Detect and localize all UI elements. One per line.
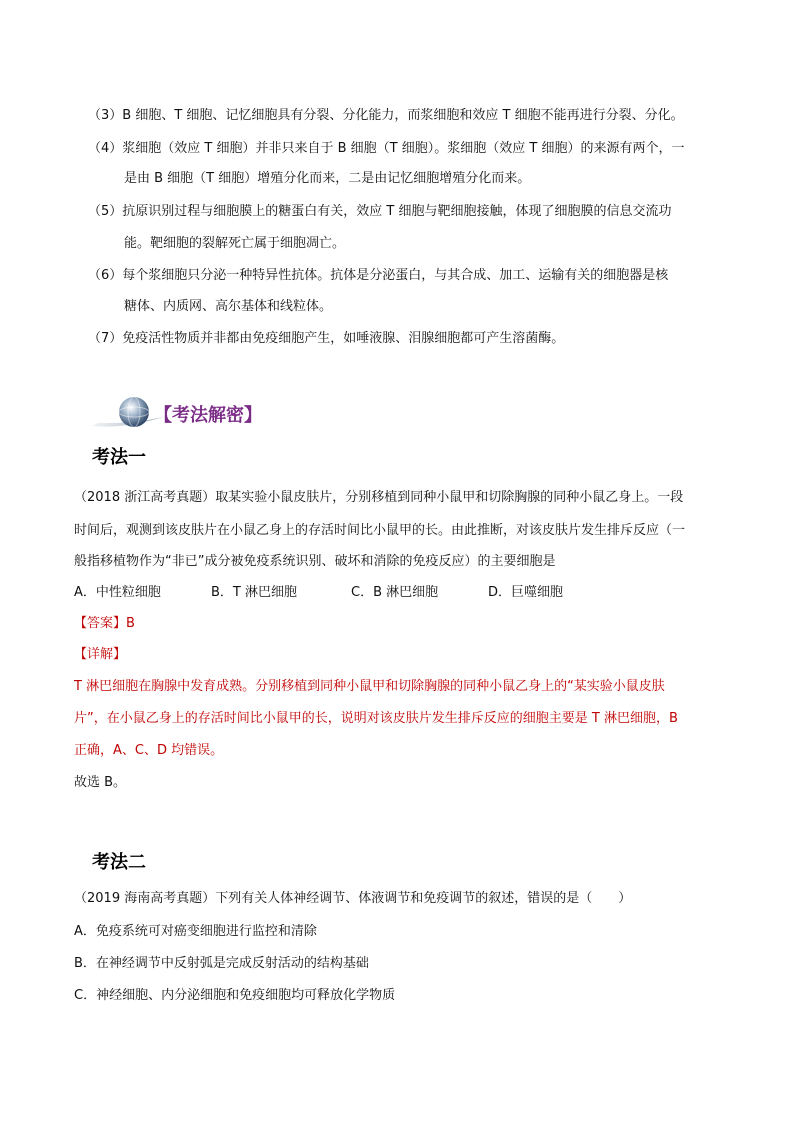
question-two-option-b: B．在神经调节中反射弧是完成反射活动的结构基础	[74, 956, 369, 971]
note-7: （7）免疫活性物质并非都由免疫细胞产生，如唾液腺、泪腺细胞都可产生溶菌酶。	[88, 331, 565, 346]
option-d: D．巨噬细胞	[488, 585, 564, 600]
question-two-option-a: A．免疫系统可对癌变细胞进行监控和清除	[74, 924, 317, 939]
detail-line-1: T 淋巴细胞在胸腺中发育成熟。分别移植到同种小鼠甲和切除胸腺的同种小鼠乙身上的“某实验小鼠皮肤	[74, 679, 665, 694]
question-one-line-3: 般指移植物作为“非已”成分被免疫系统识别、破坏和消除的免疫反应）的主要细胞是	[74, 554, 556, 569]
question-two-option-c: C．神经细胞、内分泌细胞和免疫细胞均可释放化学物质	[74, 988, 396, 1003]
detail-tag: 【详解】	[74, 647, 127, 662]
method-two-title: 考法二	[92, 852, 146, 873]
option-c: C．B 淋巴细胞	[351, 585, 439, 600]
note-4-cont: 是由 B 细胞（T 细胞）增殖分化而来，二是由记忆细胞增殖分化而来。	[124, 171, 531, 186]
answer-line	[74, 612, 135, 631]
option-a: A．中性粒细胞	[74, 585, 161, 600]
answer-value: B	[126, 616, 135, 631]
question-one-options	[74, 581, 563, 600]
note-4: （4）浆细胞（效应 T 细胞）并非只来自于 B 细胞（T 细胞）。浆细胞（效应 T 细胞）的来源有两个，一	[88, 141, 685, 156]
question-one-line-2: 时间后，观测到该皮肤片在小鼠乙身上的存活时间比小鼠甲的长。由此推断，对该皮肤片发生排斥反应（一	[74, 523, 686, 538]
note-6-cont: 糖体、内质网、高尔基体和线粒体。	[124, 299, 333, 314]
answer-tag: 【答案】	[74, 616, 127, 631]
question-one-line-1: （2018 浙江高考真题）取某实验小鼠皮肤片，分别移植到同种小鼠甲和切除胸腺的同种小鼠乙身上。一段	[74, 490, 684, 505]
detail-line-3: 正确，A、C、D 均错误。	[74, 743, 224, 758]
question-two-line: （2019 海南高考真题）下列有关人体神经调节、体液调节和免疫调节的叙述，错误的是（ ）	[74, 891, 632, 906]
note-5-cont: 能。靶细胞的裂解死亡属于细胞凋亡。	[124, 236, 346, 251]
option-b: B．T 淋巴细胞	[211, 585, 297, 600]
note-6: （6）每个浆细胞只分泌一种特异性抗体。抗体是分泌蛋白，与其合成、加工、运输有关的细胞器是核	[88, 268, 669, 283]
globe-icon	[119, 397, 149, 427]
note-3: （3）B 细胞、T 细胞、记忆细胞具有分裂、分化能力，而浆细胞和效应 T 细胞不能再进行分裂、分化。	[88, 108, 684, 123]
method-one-title: 考法一	[92, 447, 146, 468]
note-5: （5）抗原识别过程与细胞膜上的糖蛋白有关，效应 T 细胞与靶细胞接触，体现了细胞膜的信息交流功	[88, 204, 672, 219]
conclusion-line: 故选 B。	[74, 775, 127, 790]
banner-title: 【考法解密】	[154, 405, 262, 426]
detail-line-2: 片”，在小鼠乙身上的存活时间比小鼠甲的长，说明对该皮肤片发生排斥反应的细胞主要是 T 淋巴细胞，B	[74, 711, 678, 726]
